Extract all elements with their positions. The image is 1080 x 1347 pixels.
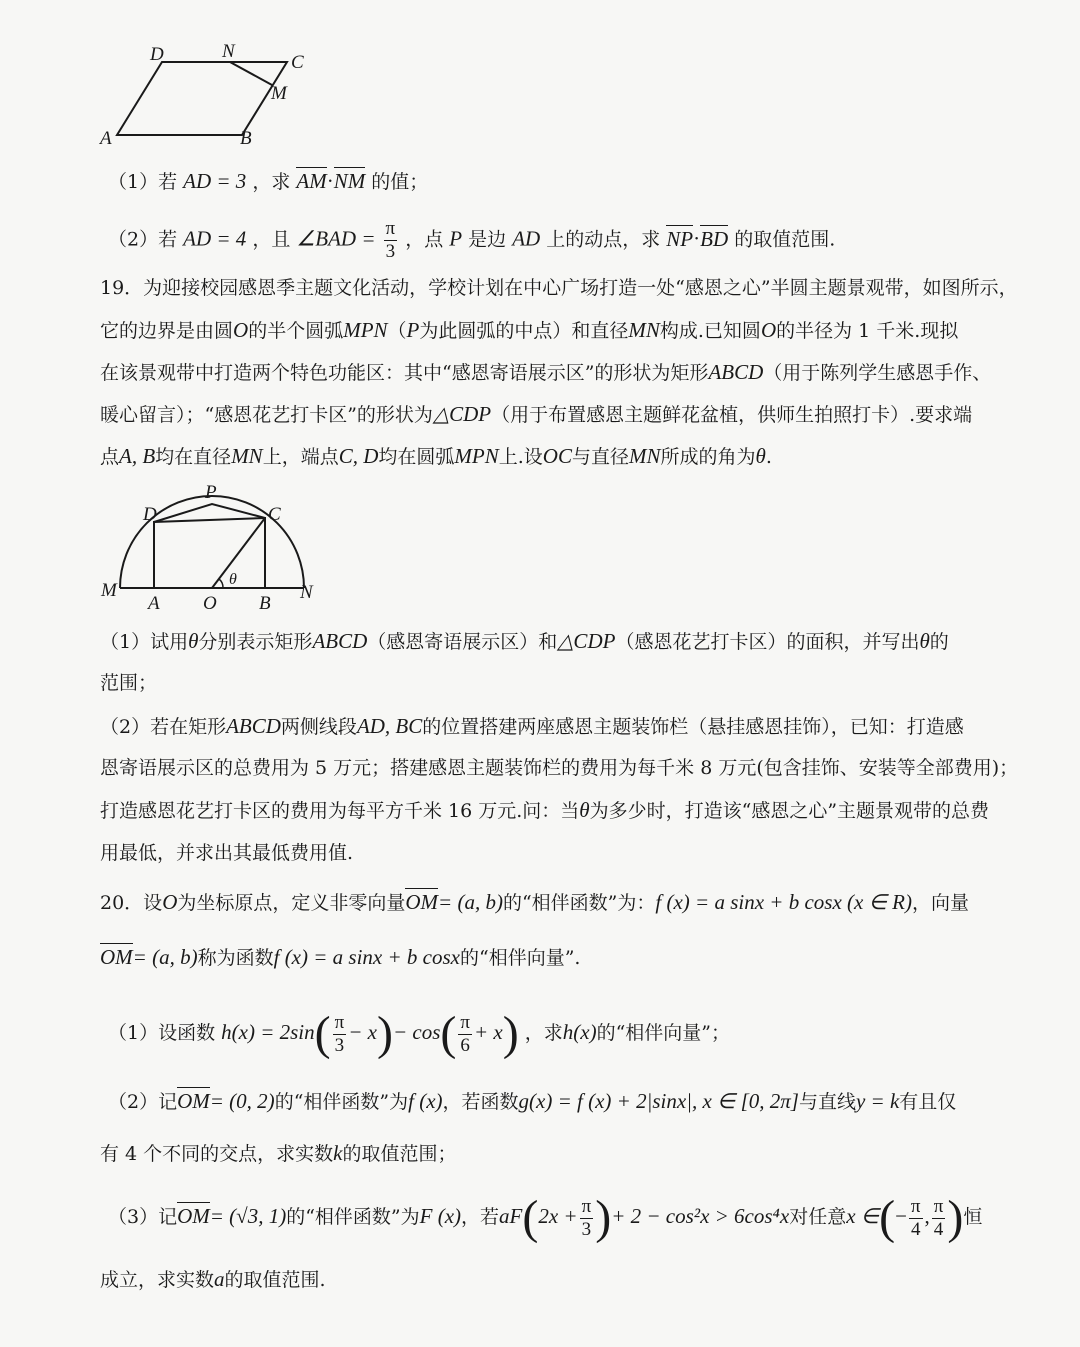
- label-n: N: [300, 582, 313, 603]
- label-b: B: [240, 128, 252, 149]
- semicircle-figure: [95, 478, 335, 618]
- q19-line3: 在该景观带中打造两个特色功能区：其中“感恩寄语展示区”的形状为矩形ABCD（用于陈列学生感恩手作、: [100, 360, 992, 384]
- label-c: C: [291, 52, 304, 73]
- q19-line2: 它的边界是由圆O的半个圆弧MPN（P为此圆弧的中点）和直径MN构成.已知圆O的半径为 1 千米.现拟: [100, 318, 959, 342]
- q18-part1: （1）若 AD = 3 ，求 AM·NM 的值；: [108, 169, 429, 193]
- q19-part2-l4: 用最低，并求出其最低费用值.: [100, 842, 354, 864]
- label-m: M: [271, 83, 287, 104]
- q20-line1: 20．设O为坐标原点，定义非零向量OM= (a, b)的“相伴函数”为：f (x) = a sinx + b cosx (x ∈ R)，向量: [100, 890, 969, 914]
- q19-line1: 19．为迎接校园感恩季主题文化活动，学校计划在中心广场打造一处“感恩之心”半圆主题景观带，如图所示，: [100, 277, 1018, 299]
- label-o: O: [203, 593, 217, 614]
- parallelogram-abcd: [117, 62, 287, 135]
- q19-line4: 暖心留言）；“感恩花艺打卡区”的形状为△CDP（用于布置感恩主题鲜花盆植，供师生拍照打卡）.要求端: [100, 402, 973, 426]
- label-n: N: [222, 41, 235, 62]
- q20-line2: OM= (a, b)称为函数f (x) = a sinx + b cosx的“相伴向量”.: [100, 945, 581, 969]
- label-b: B: [259, 593, 271, 614]
- q19-part1: （1）试用θ分别表示矩形ABCD（感恩寄语展示区）和△CDP（感恩花艺打卡区）的面积，并写出θ的: [100, 629, 949, 653]
- label-p: P: [205, 482, 217, 503]
- label-m: M: [101, 580, 117, 601]
- segment-nm: [230, 62, 272, 85]
- q18-part2: （2）若 AD = 4 ，且 ∠BAD = $\frac{\pi}{3}$ ，点 P 是边 AD 上的动点，求 NP·BD 的取值范围.: [108, 218, 836, 262]
- q20-part2-l1: （2）记OM= (0, 2)的“相伴函数”为f (x)，若函数g(x) = f (x) + 2|sinx|, x ∈ [0, 2π]与直线y = k有且仅: [108, 1089, 957, 1113]
- label-d: D: [143, 504, 157, 525]
- q19-part2-l2: 恩寄语展示区的总费用为 5 万元；搭建感恩主题装饰栏的费用为每千米 8 万元(包含挂饰、安装等全部费用)；: [100, 757, 1019, 779]
- q20-part3-cont: 成立，求实数a的取值范围.: [100, 1267, 326, 1291]
- parallelogram-figure: [95, 40, 335, 155]
- q19-part2-l3: 打造感恩花艺打卡区的费用为每平方千米 16 万元.问：当θ为多少时，打造该“感恩之心”主题景观带的总费: [100, 798, 990, 822]
- label-theta: θ: [229, 571, 237, 588]
- label-a: A: [148, 593, 160, 614]
- q19-line5: 点A, B均在直径MN上，端点C, D均在圆弧MPN上.设OC与直径MN所成的角为θ.: [100, 444, 772, 468]
- rect-abcd: [154, 518, 265, 588]
- segment-oc: [212, 518, 265, 588]
- angle-arc: [219, 579, 223, 588]
- label-c: C: [268, 504, 281, 525]
- q20-part2-l2: 有 4 个不同的交点，求实数k的取值范围；: [100, 1141, 457, 1165]
- q20-part3: （3）记OM= (√3, 1)的“相伴函数”为F (x)，若aF(2x + $\frac{\pi}{3}$ )+ 2 − cos²x > 6cos⁴x对任意x ∈(− $\frac{\pi}{4}$ , $\frac{\pi}{4}$ )恒: [108, 1191, 983, 1244]
- q19-part2-l1: （2）若在矩形ABCD两侧线段AD, BC的位置搭建两座感恩主题装饰栏（悬挂感恩挂饰），已知：打造感: [100, 714, 964, 738]
- q20-part1: （1）设函数 h(x) = 2sin( $\frac{\pi}{3}$ − x)− cos( $\frac{\pi}{6}$ + x) ，求h(x)的“相伴向量”；: [108, 1007, 730, 1060]
- q19-part1-cont: 范围；: [100, 672, 158, 694]
- fraction-pi-3: $\frac{\pi}{3}$: [385, 218, 396, 262]
- label-a: A: [100, 128, 112, 149]
- label-d: D: [150, 44, 164, 65]
